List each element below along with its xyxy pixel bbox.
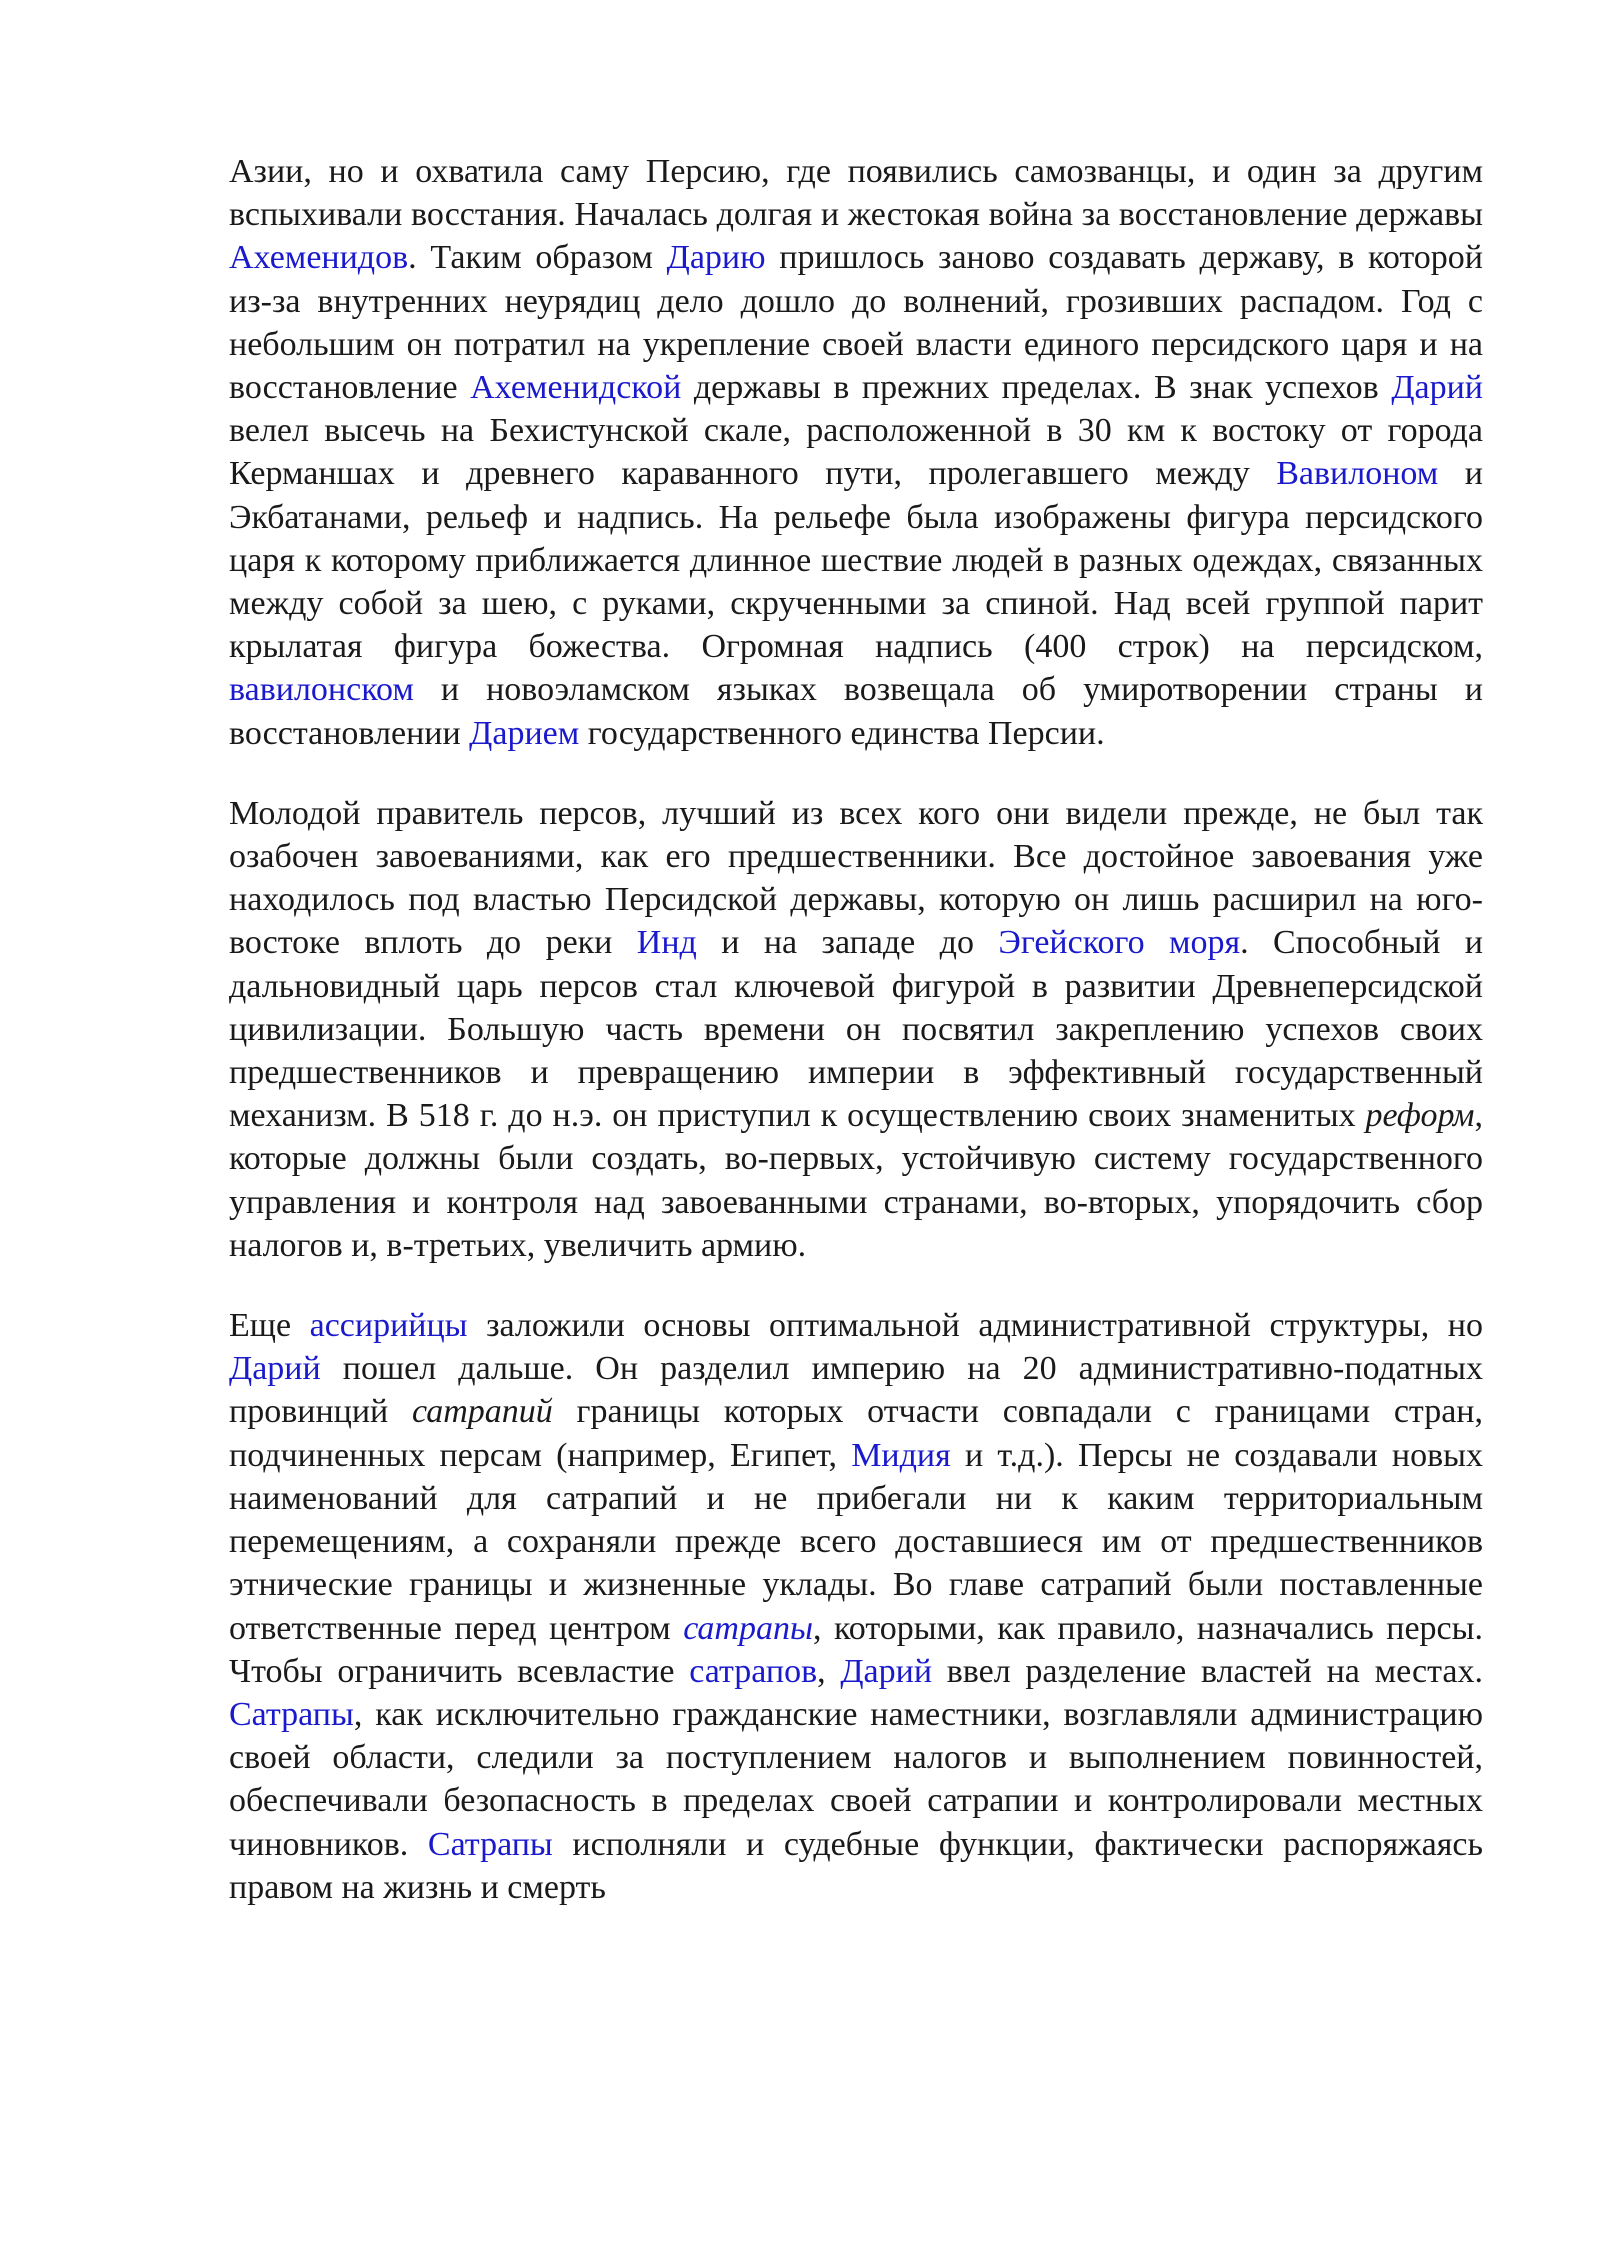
- body-text: , как исключительно гражданские наместники, возглавляли администрацию своей области, следили за поступлением налогов и выполнением повинностей, обеспечивали безопасность в пределах своей сатрапии и контролировали местных чиновников.: [229, 1695, 1483, 1863]
- body-text: , которыми, как правило, назначались персы. Чтобы ограничить всевластие: [229, 1609, 1483, 1690]
- hyperlink[interactable]: Дарий: [1391, 369, 1483, 407]
- hyperlink[interactable]: ассирийцы: [309, 1307, 468, 1345]
- body-text: и т.д.). Персы не создавали новых наименований для сатрапий и не прибегали ни к каким территориальным перемещениям, а сохраняли прежде всего доставшиеся им от предшественников этнические границы и жизненные уклады. Во главе сатрапий были поставленные ответственные перед центром: [229, 1436, 1484, 1647]
- body-text: . Таким образом: [408, 239, 667, 277]
- body-text: державы в прежних пределах. В знак успехов: [681, 369, 1392, 407]
- body-text: Еще: [229, 1307, 310, 1345]
- body-text: и Экбатанами, рельеф и надпись. На рельефе была изображены фигура персидского царя к которому приближается длинное шествие людей в разных одеждах, связанных между собой за шею, с руками, скрученными за спиной. Над всей группой парит крылатая фигура божества. Огромная надпись (400 строк) на персидском,: [229, 455, 1483, 666]
- hyperlink[interactable]: Сатрапы: [229, 1695, 354, 1733]
- paragraph: [229, 150, 1483, 755]
- body-text: ,: [817, 1652, 841, 1690]
- hyperlink[interactable]: Мидия: [851, 1436, 951, 1474]
- hyperlink[interactable]: Вавилоном: [1276, 455, 1439, 493]
- hyperlink[interactable]: вавилонском: [229, 671, 414, 709]
- emphasis-text: реформ: [1365, 1097, 1475, 1135]
- body-text: велел высечь на Бехистунской скале, расположенной в 30 км к востоку от города Керманшах и древнего караванного пути, пролегавшего между: [229, 412, 1483, 493]
- body-text: пошел дальше. Он разделил империю на 20 административно-податных провинций: [229, 1350, 1483, 1431]
- paragraph: [229, 1304, 1483, 1909]
- body-text: и новоэламском языках возвещала об умиротворении страны и восстановлении: [229, 671, 1483, 752]
- hyperlink[interactable]: Ахеменидов: [229, 239, 409, 277]
- body-text: пришлось заново создавать державу, в которой из-за внутренних неурядиц дело дошло до волнений, грозивших распадом. Год с небольшим он потратил на укрепление своей власти единого персидского царя и на восстановление: [229, 239, 1483, 407]
- hyperlink[interactable]: Дарий: [229, 1350, 321, 1388]
- paragraph: [229, 792, 1483, 1267]
- body-text: ввел разделение властей на местах.: [932, 1652, 1483, 1690]
- hyperlink[interactable]: Ахеменидской: [470, 369, 682, 407]
- hyperlink[interactable]: Инд: [636, 924, 697, 962]
- body-text: Азии, но и охватила саму Персию, где появились самозванцы, и один за другим вспыхивали восстания. Началась долгая и жестокая война за восстановление державы: [229, 153, 1483, 234]
- body-text: заложили основы оптимальной административной структуры, но: [467, 1307, 1483, 1345]
- hyperlink[interactable]: Дарию: [666, 239, 766, 277]
- body-text: границы которых отчасти совпадали с границами стран, подчиненных персам (например, Египет,: [229, 1393, 1483, 1474]
- hyperlink[interactable]: Дарий: [840, 1652, 933, 1690]
- body-text: государственного единства Персии.: [579, 714, 1105, 752]
- hyperlink[interactable]: Дарием: [469, 714, 580, 752]
- hyperlink[interactable]: сатрапов: [689, 1652, 818, 1690]
- body-text: Молодой правитель персов, лучший из всех кого они видели прежде, не был так озабочен завоеваниями, как его предшественники. Все достойное завоевания уже находилось под властью Персидской державы, которую он лишь расширил на юго-востоке вплоть до реки: [229, 794, 1483, 962]
- document-text: [229, 150, 1483, 1946]
- hyperlink[interactable]: сатрапы: [683, 1609, 813, 1647]
- body-text: исполняли и судебные функции, фактически распоряжаясь правом на жизнь и смерть: [229, 1825, 1483, 1906]
- emphasis-text: сатрапий: [412, 1393, 553, 1431]
- hyperlink[interactable]: Сатрапы: [427, 1825, 553, 1863]
- body-text: , которые должны были создать, во-первых, устойчивую систему государственного управления и контроля над завоеванными странами, во-вторых, упорядочить сбор налогов и, в-третьих, увеличить армию.: [229, 1097, 1483, 1264]
- body-text: и на западе до: [696, 924, 999, 962]
- hyperlink[interactable]: Эгейского моря: [998, 924, 1241, 962]
- body-text: . Способный и дальновидный царь персов стал ключевой фигурой в развитии Древнеперсидской цивилизации. Большую часть времени он посвятил закреплению успехов своих предшественников и превращению империи в эффективный государственный механизм. В 518 г. до н.э. он приступил к осуществлению своих знаменитых: [229, 924, 1483, 1135]
